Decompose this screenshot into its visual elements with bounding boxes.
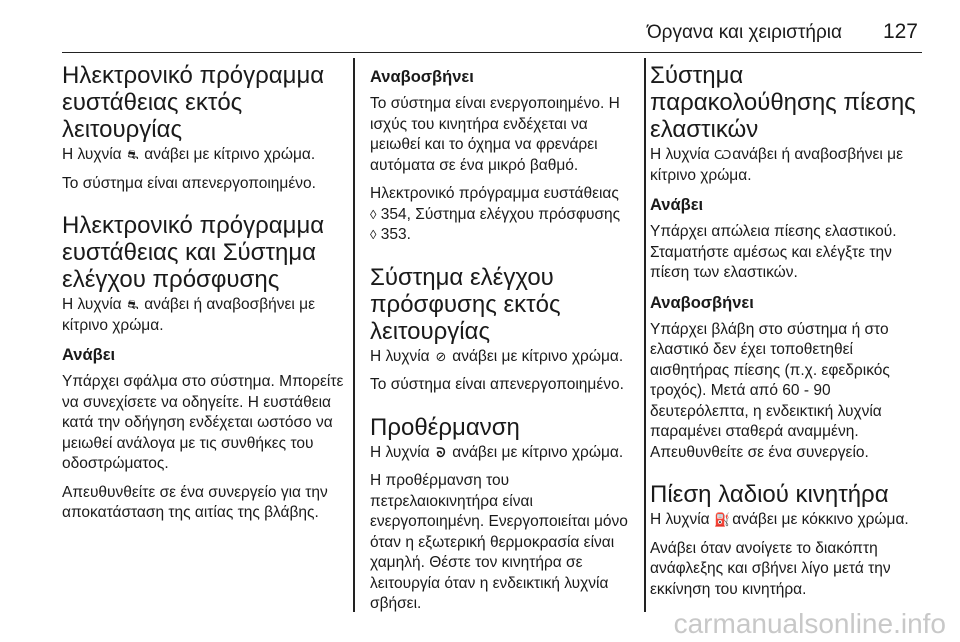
watermark: carmanualsonline.info <box>673 608 946 639</box>
oil-pressure-icon: ⛽ <box>713 512 731 527</box>
traction-off-icon: ⊘ <box>435 348 447 364</box>
section-title: Ηλεκτρονικό πρόγραμμα ευστάθειας και Σύστημα ελέγχου πρόσφυσης <box>62 212 325 293</box>
column-2 <box>370 62 636 623</box>
paragraph: Το σύστημα είναι ενεργοποιημένο. Η ισχύς του κινητήρα ενδέχεται να μειωθεί και το όχημα να φρενάρει αυτόματα σε ένα μικρό βαθμό. <box>370 95 620 174</box>
paragraph: Το σύστημα είναι απενεργοποιημένο. <box>62 174 316 192</box>
subheading: Αναβοσβήνει <box>370 68 474 86</box>
paragraph: Η λυχνία ⊘ ανάβει με κίτρινο χρώμα. <box>370 347 636 368</box>
header-title: Όργανα και χειριστήρια <box>646 22 842 43</box>
page-number: 127 <box>882 20 918 43</box>
esc-icon: ⛐ <box>127 297 139 312</box>
paragraph: Ηλεκτρονικό πρόγραμμα ευστάθειας ◊ 354, Σύστημα ελέγχου πρόσφυσης ◊ 353. <box>370 184 636 246</box>
paragraph: Η λυχνία ⛐ ανάβει με κίτρινο χρώμα. <box>62 145 346 166</box>
column-divider <box>353 58 355 612</box>
section-title: Ηλεκτρονικό πρόγραμμα ευστάθειας εκτός λειτουργίας <box>62 62 325 143</box>
paragraph: Υπάρχει απώλεια πίεσης ελαστικού. Σταματήστε αμέσως και ελέγξτε την πίεση των ελαστικών. <box>650 223 897 281</box>
section-title: Προθέρμανση <box>370 413 520 441</box>
subheading: Ανάβει <box>62 346 116 364</box>
paragraph: Η λυχνία ⛐ ανάβει ή αναβοσβήνει με κίτρινο χρώμα. <box>62 296 315 334</box>
page-header <box>62 0 922 53</box>
page-ref-link[interactable]: 353 <box>380 226 407 243</box>
section-title: Σύστημα παρακολούθησης πίεσης ελαστικών <box>650 62 916 143</box>
paragraph: Υπάρχει σφάλμα στο σύστημα. Μπορείτε να συνεχίσετε να οδηγείτε. Η ευστάθεια κατά την οδήγηση ενδέχεται ωστόσο να μειωθεί ανάλογα με τις συνθήκες του οδοστρώματος. <box>62 373 344 472</box>
paragraph: Η λυχνία Ѡ ανάβει ή αναβοσβήνει με κίτρινο χρώμα. <box>650 146 903 184</box>
page-ref-arrow-icon: ◊ <box>370 227 377 242</box>
paragraph: Το σύστημα είναι απενεργοποιημένο. <box>370 376 624 393</box>
paragraph: Η λυχνία ⛽ ανάβει με κόκκινο χρώμα. <box>650 510 928 531</box>
page-ref-link[interactable]: 354 <box>380 205 407 223</box>
section-title: Σύστημα ελέγχου πρόσφυσης εκτός λειτουργίας <box>370 263 561 345</box>
glow-plug-icon: ᘐ <box>436 444 446 460</box>
subheading: Ανάβει <box>650 196 704 214</box>
subheading: Αναβοσβήνει <box>650 293 754 312</box>
paragraph: Η προθέρμανση του πετρελαιοκινητήρα είναι ενεργοποιημένη. Ενεργοποιείται μόνο όταν η εξωτερική θερμοκρασία είναι χαμηλή. Θέστε τον κινητήρα σε λειτουργία όταν η ενδεικτική λυχνία σβήσει. <box>370 472 628 612</box>
paragraph: Υπάρχει βλάβη στο σύστημα ή στο ελαστικό δεν έχει τοποθετηθεί αισθητήρας πίεσης (π.χ. εφεδρικός τροχός). Μετά από 60 - 90 δευτερόλεπτα, η ενδεικτική λυχνία παραμένει σταθερά αναμμένη. Απευθυνθείτε σε ένα συνεργείο. <box>650 320 890 461</box>
column-1 <box>62 62 346 532</box>
section-title: Πίεση λαδιού κινητήρα <box>650 481 889 508</box>
tire-pressure-icon: Ѡ <box>713 147 732 162</box>
paragraph: Η λυχνία ᘐ ανάβει με κίτρινο χρώμα. <box>370 443 636 464</box>
column-3 <box>650 62 928 608</box>
page-ref-arrow-icon: ◊ <box>370 206 377 222</box>
paragraph: Ανάβει όταν ανοίγετε το διακόπτη ανάφλεξης και σβήνει λίγο μετά την εκκίνηση του κινητήρα. <box>650 539 891 598</box>
esc-off-icon: ⛐ <box>127 147 139 162</box>
paragraph: Απευθυνθείτε σε ένα συνεργείο για την αποκατάσταση της αιτίας της βλάβης. <box>62 483 328 521</box>
column-divider <box>644 58 646 612</box>
